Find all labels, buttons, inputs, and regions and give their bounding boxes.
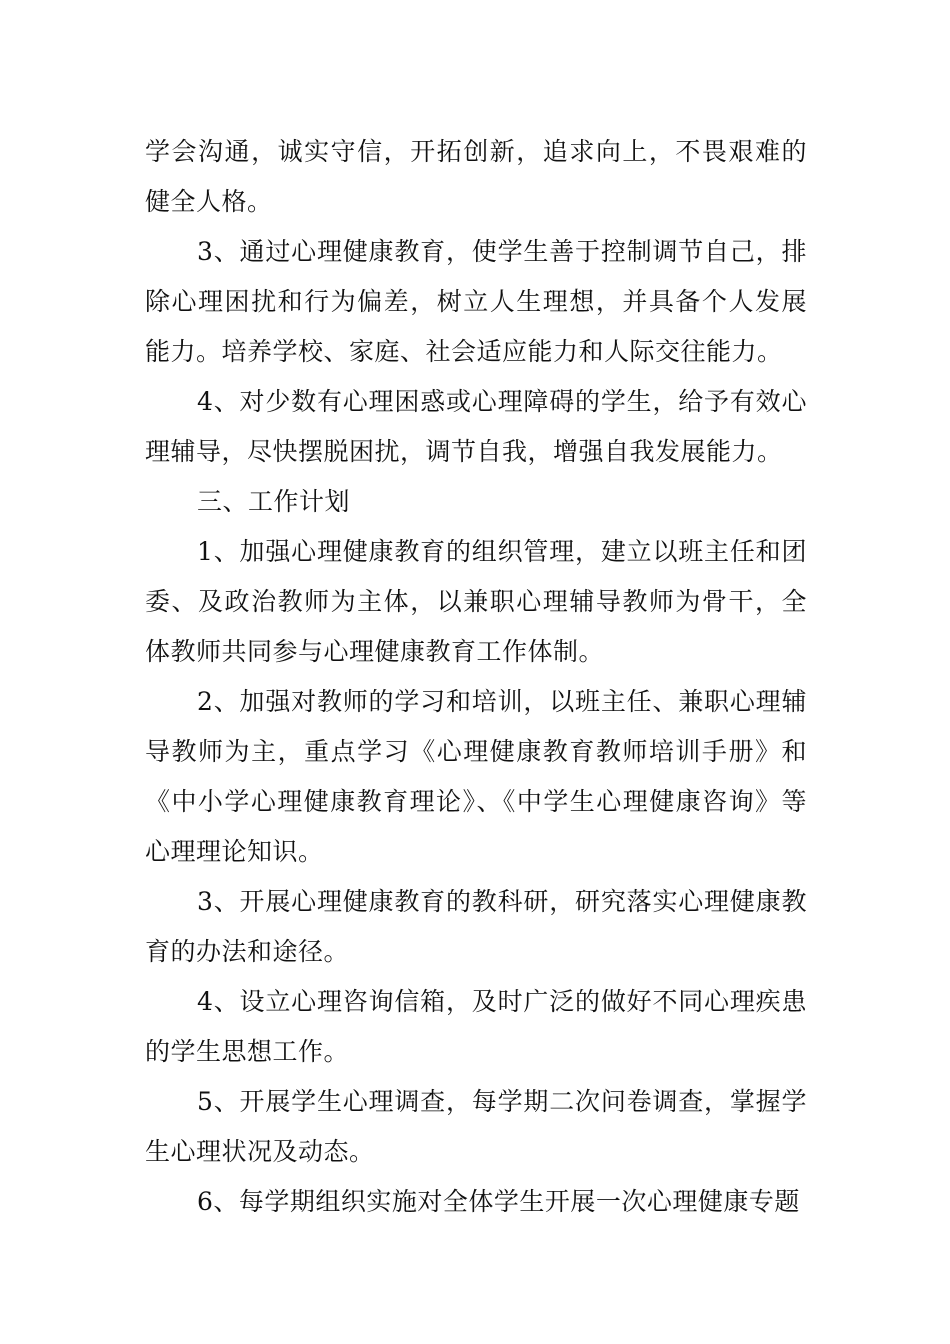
paragraph-5: 2、加强对教师的学习和培训，以班主任、兼职心理辅导教师为主，重点学习《心理健康教育教师培训手册》和《中小学心理健康教育理论》、《中学生心理健康咨询》等心理理论知识。 — [145, 687, 807, 866]
paragraph-3: 4、对少数有心理困惑或心理障碍的学生，给予有效心理辅导，尽快摆脱困扰，调节自我，增强自我发展能力。 — [145, 387, 807, 466]
section-heading: 三、工作计划 — [197, 487, 351, 516]
paragraph-2: 3、通过心理健康教育，使学生善于控制调节自己，排除心理困扰和行为偏差，树立人生理想，并具备个人发展能力。培养学校、家庭、社会适应能力和人际交往能力。 — [145, 237, 807, 366]
paragraph-9: 6、每学期组织实施对全体学生开展一次心理健康专题 — [197, 1187, 800, 1216]
paragraph-8: 5、开展学生心理调查，每学期二次问卷调查，掌握学生心理状况及动态。 — [145, 1087, 807, 1166]
paragraph-4: 1、加强心理健康教育的组织管理，建立以班主任和团委、及政治教师为主体，以兼职心理辅导教师为骨干，全体教师共同参与心理健康教育工作体制。 — [145, 537, 807, 666]
paragraph-6: 3、开展心理健康教育的教科研，研究落实心理健康教育的办法和途径。 — [145, 887, 807, 966]
document-page — [145, 127, 807, 1227]
paragraph-7: 4、设立心理咨询信箱，及时广泛的做好不同心理疾患的学生思想工作。 — [145, 987, 807, 1066]
paragraph-1: 学会沟通，诚实守信，开拓创新，追求向上，不畏艰难的健全人格。 — [145, 137, 807, 216]
